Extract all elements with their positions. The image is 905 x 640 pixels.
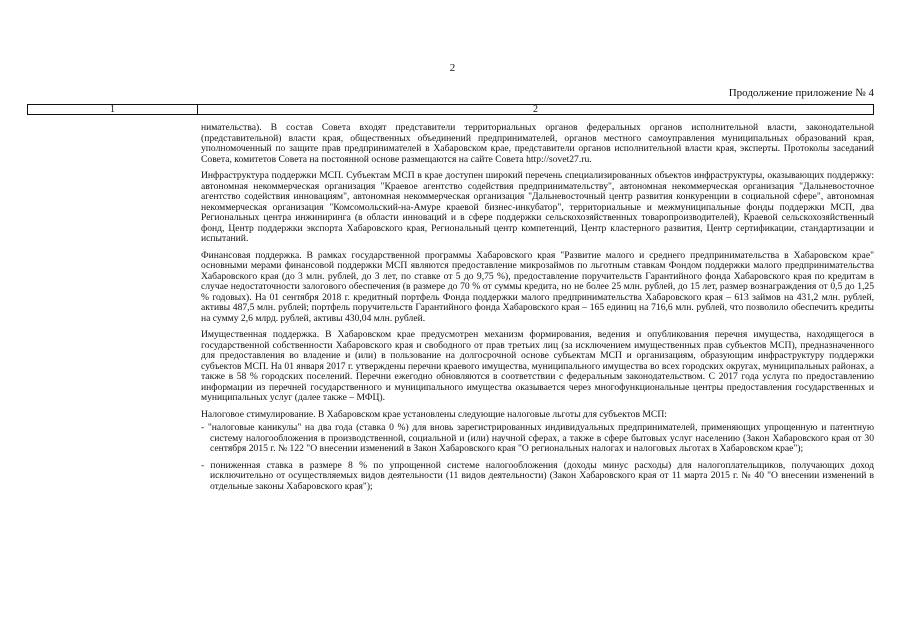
paragraph-financial-support: Финансовая поддержка. В рамках государственной программы Хабаровского края "Развитие малого и среднего предпринимательства в Хабаровском крае" основными мерами финансовой поддержки МСП являются предоставление микрозаймов по льготным ставкам Фондом поддержки малого предпринимательства Хабаровского края (до 3 млн. рублей, до 3 лет, по ставке от 5 до 9,75 %), предоставление поручительств Гарантийного фонда Хабаровского края по кредитам в случае недостаточности залогового обеспечения (в размере до 70 % от суммы кредита, но не более 25 млн. рублей, до 15 лет, размер вознаграждения от 0,5 до 1,25 % годовых). На 01 сентября 2018 г. кредитный портфель Фонда поддержки малого предпринимательства Хабаровского края – 613 займов на 431,2 млн. рублей, активы 487,5 млн. рублей; портфель поручительств Гарантийного фонда Хабаровского края – 165 единиц на 716,6 млн. рублей, что позволило обеспечить кредиты на сумму 2,6 млрд. рублей, активы 430,04 млн. рублей. — [201, 249, 874, 324]
table-header-row — [27, 104, 874, 115]
paragraph-property-support: Имущественная поддержка. В Хабаровском крае предусмотрен механизм формирования, ведения и опубликования перечня имущества, находящегося в государственной собственности Хабаровского края и свободного от прав третьих лиц (за исключением имущественных прав субъектов МСП), предназначенного для предоставления во владение и (или) в пользование на долгосрочной основе субъектам МСП и организациям, образующим инфраструктуру поддержки субъектов МСП. На 01 января 2017 г. утверждены перечни краевого имущества, муниципального имущества во всех городских округах, муниципальных районах, а также в 58 % городских поселений. Перечни ежегодно обновляются в соответствии с федеральным законодательством. С 2017 года услуга по предоставлению информации из перечней государственного и муниципального имущества оказывается через многофункциональные центры предоставления государственных и муниципальных услуг (далее также – МФЦ). — [201, 329, 874, 403]
table-content-cell — [201, 123, 874, 498]
bullet-reduced-rate: - пониженная ставка в размере 8 % по упрощенной системе налогообложения (доходы минус расходы) для налогоплательщиков, получающих доход исключительно от осуществляемых видов деятельности (11 видов деятельности) (Закон Хабаровского края от 11 марта 2015 г. № 40 "О внесении изменений в отдельные законы Хабаровского края"); — [201, 459, 874, 492]
continuation-label: Продолжение приложение № 4 — [728, 87, 874, 99]
paragraph-council: нимательства). В состав Совета входят представители территориальных органов федеральных органов исполнительной власти, законодательной (представительной) власти края, общественных объединений предпринимателей, органов местного самоуправления муниципальных образований края, уполномоченный по защите прав предпринимателей в Хабаровском крае, представители органов исполнительной власти края, эксперты. Протоколы заседаний Совета, комитетов Совета на постоянной основе размещаются на сайте Совета http://sovet27.ru. — [201, 122, 874, 165]
paragraph-infrastructure: Инфраструктура поддержки МСП. Субъектам МСП в крае доступен широкий перечень специализированных объектов инфраструктуры, оказывающих поддержку: автономная некоммерческая организация "Краевое агентство содействия предпринимательству", автономная некоммерческая организация "Дальневосточное агентство содействия инновациям", автономная некоммерческая организация "Дальневосточный центр развития конкуренции в социальной сфере", автономная некоммерческая организация "Комсомольский-на-Амуре краевой бизнес-инкубатор", территориальные и межмуниципальные фонды поддержки МСП, два Региональных центра инжиниринга (в области инноваций и в сфере поддержки сельскохозяйственных товаропроизводителей), Краевой сельскохозяйственный фонд, Центр поддержки экспорта Хабаровского края, Региональный центр компетенций, Центр кластерного развития, Центр сертификации, стандартизации и испытаний. — [201, 170, 874, 244]
bullet-tax-holidays: - "налоговые каникулы" на два года (ставка 0 %) для вновь зарегистрированных индивидуальных предпринимателей, применяющих упрощенную и патентную систему налогообложения в производственной, социальной и (или) научной сферах, а также в сфере бытовых услуг населению (Закон Хабаровского края от 30 сентября 2015 г. № 122 "О внесении изменений в Закон Хабаровского края "О региональных налогах и налоговых льготах в Хабаровском крае"); — [201, 422, 874, 454]
table-header-col2: 2 — [533, 104, 538, 115]
page-number: 2 — [449, 62, 456, 74]
paragraph-tax-incentives: Налоговое стимулирование. В Хабаровском крае установлены следующие налоговые льготы для субъектов МСП: — [201, 408, 667, 420]
table-header-col1: 1 — [28, 105, 198, 114]
